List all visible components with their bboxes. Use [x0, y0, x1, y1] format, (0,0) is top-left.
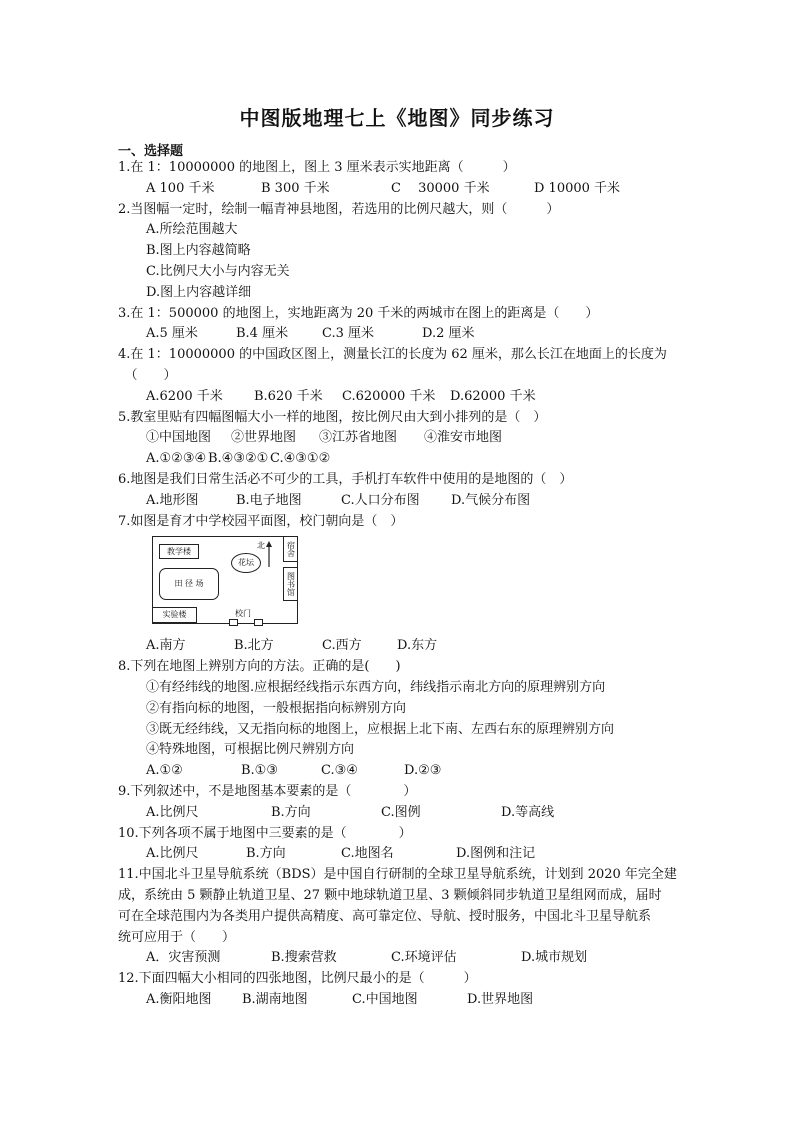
answer-option[interactable]: D.②③ — [404, 763, 442, 779]
question-stem: 6.地图是我们日常生活必不可少的工具，手机打车软件中使用的是地图的（ ） — [118, 471, 573, 487]
question-stem: 7.如图是育才中学校园平面图，校门朝向是（ ） — [118, 513, 404, 529]
answer-option[interactable]: A.①②③④ — [146, 451, 207, 467]
library — [283, 567, 298, 601]
option-row — [118, 179, 708, 200]
sports-field — [159, 568, 219, 600]
garden — [231, 553, 261, 573]
page-title: 中图版地理七上《地图》同步练习 — [239, 106, 555, 130]
answer-option[interactable]: B.方向 — [246, 846, 286, 862]
question-stem: 成，系统由 5 颗静止轨道卫星、27 颗中地球轨道卫星、3 颗倾斜同步轨道卫星组网而成，届时 — [118, 887, 662, 903]
answer-option[interactable]: D.世界地图 — [467, 991, 534, 1007]
answer-option[interactable]: D.城市规划 — [521, 950, 588, 966]
answer-option[interactable]: B.④③②① — [208, 451, 269, 467]
answer-option[interactable]: A.南方 — [146, 638, 186, 654]
answer-option[interactable]: B.①③ — [241, 763, 278, 779]
answer-option[interactable]: B.620 千米 — [254, 388, 323, 404]
answer-option[interactable]: C 30000 千米 — [391, 180, 490, 196]
answer-option[interactable]: C.③④ — [321, 763, 358, 779]
teaching-building — [159, 544, 199, 559]
answer-option[interactable]: C.④③①② — [270, 451, 331, 467]
question-2 — [118, 200, 708, 304]
answer-option[interactable]: B.图上内容越简略 — [146, 243, 251, 259]
answer-option[interactable]: ④特殊地图，可根据比例尺辨别方向 — [146, 742, 355, 758]
answer-option[interactable]: B.湖南地图 — [242, 991, 308, 1007]
answer-option[interactable]: D.气候分布图 — [451, 492, 531, 508]
question-stem: 11.中国北斗卫星导航系统（BDS）是中国自行研制的全球卫星导航系统，计划到 2020 年完全建 — [118, 867, 677, 883]
answer-option[interactable]: A.①② — [146, 763, 183, 779]
answer-option[interactable]: ③江苏省地图 — [319, 430, 398, 446]
question-stem: 9.下列叙述中，不是地图基本要素的是（ ） — [118, 783, 417, 799]
question-stem: 3.在 1：500000 的地图上，实地距离为 20 千米的两城市在图上的距离是（ ） — [118, 305, 599, 321]
answer-option[interactable]: D.62000 千米 — [450, 388, 536, 404]
answer-option[interactable]: B.北方 — [234, 638, 274, 654]
question-4 — [118, 345, 708, 407]
question-stem: 2.当图幅一定时，绘制一幅青神县地图，若选用的比例尺越大，则（ ） — [118, 201, 560, 217]
answer-option[interactable]: D.图上内容越详细 — [146, 284, 252, 300]
answer-option[interactable]: ①中国地图 — [146, 430, 212, 446]
answer-option[interactable]: A．灾害预测 — [146, 950, 221, 966]
answer-option[interactable]: D.等高线 — [501, 804, 555, 820]
answer-option[interactable]: C.3 厘米 — [322, 326, 375, 342]
answer-option[interactable]: A.5 厘米 — [146, 326, 198, 342]
gate-post-left — [229, 619, 238, 626]
option-row — [118, 948, 708, 969]
school-gate-label: 校门 — [235, 609, 251, 619]
question-stem: 5.教室里贴有四幅图幅大小一样的地图，按比例尺由大到小排列的是（ ） — [118, 409, 547, 425]
answer-option[interactable]: A.比例尺 — [146, 846, 199, 862]
answer-option[interactable]: C.人口分布图 — [341, 492, 420, 508]
option-row — [118, 387, 708, 408]
option-row — [118, 761, 708, 782]
answer-option[interactable]: ④淮安市地图 — [424, 430, 503, 446]
answer-option[interactable]: A.地形图 — [146, 492, 199, 508]
answer-option[interactable]: ③既无经纬线，又无指向标的地图上，应根据上北下南、左西右东的原理辨别方向 — [146, 721, 615, 737]
sports-field-label: 田 径 场 — [174, 579, 204, 589]
question-stem: 4.在 1：10000000 的中国政区图上，测量长江的长度为 62 厘米，那么长江在地面上的长度为 — [118, 347, 667, 363]
question-stem: （ ） — [118, 367, 177, 383]
question-stem: 统可应用于（ ） — [118, 929, 236, 945]
question-6 — [118, 470, 708, 512]
option-row — [118, 428, 708, 449]
question-stem: 可在全球范围内为各类用户提供高精度、高可靠定位、导航、授时服务，中国北斗卫星导航系 — [118, 908, 652, 924]
answer-option[interactable]: D.图例和注记 — [456, 846, 536, 862]
option-row — [118, 803, 708, 824]
answer-option[interactable]: D.东方 — [397, 638, 438, 654]
answer-option[interactable]: B.方向 — [271, 804, 311, 820]
question-stem: 12.下面四幅大小相同的四张地图，比例尺最小的是（ ） — [118, 971, 477, 987]
option-row — [118, 636, 708, 657]
answer-option[interactable]: C.西方 — [322, 638, 362, 654]
library-label: 图书馆 — [286, 572, 296, 597]
option-row — [118, 990, 708, 1011]
answer-option[interactable]: C.环境评估 — [391, 950, 457, 966]
option-row — [118, 262, 708, 283]
teaching-building-label: 教学楼 — [167, 546, 191, 556]
option-row — [118, 449, 708, 470]
question-10 — [118, 824, 708, 866]
option-row — [118, 720, 708, 741]
question-stem: 8.下列在地图上辨别方向的方法。正确的是( ) — [118, 659, 401, 675]
question-stem: 1.在 1：10000000 的地图上，图上 3 厘米表示实地距离（ ） — [118, 160, 516, 175]
answer-option[interactable]: B.4 厘米 — [236, 326, 289, 342]
north-label: 北 — [257, 541, 265, 551]
answer-option[interactable]: B.搜索营救 — [271, 950, 337, 966]
option-row — [118, 241, 708, 262]
answer-option[interactable]: A.所绘范围越大 — [146, 222, 238, 238]
lab-building-label: 实验楼 — [162, 610, 187, 620]
answer-option[interactable]: C.地图名 — [341, 846, 394, 862]
question-9 — [118, 782, 708, 824]
gate-post-right — [254, 619, 263, 626]
option-row — [118, 678, 708, 699]
option-row — [118, 283, 708, 304]
answer-option[interactable]: C.中国地图 — [352, 991, 418, 1007]
dormitory-label: 宿舍 — [286, 541, 296, 558]
option-row — [118, 844, 708, 865]
question-11 — [118, 865, 708, 969]
answer-option[interactable]: A 100 千米 — [146, 180, 215, 196]
question-7 — [118, 512, 708, 658]
section-heading: 一、选择题 — [118, 144, 184, 159]
answer-option[interactable]: B.电子地图 — [236, 492, 302, 508]
answer-option[interactable]: D 10000 千米 — [534, 180, 621, 196]
answer-option[interactable]: ②世界地图 — [231, 430, 297, 446]
option-row — [118, 491, 708, 512]
answer-option[interactable]: C.620000 千米 — [342, 388, 436, 404]
answer-option[interactable]: C.图例 — [381, 804, 421, 820]
option-row — [118, 740, 708, 761]
campus-map-figure — [118, 532, 708, 636]
answer-option[interactable]: ②有指向标的地图，一般根据指向标辨别方向 — [146, 700, 407, 716]
question-5 — [118, 408, 708, 470]
answer-option[interactable]: A.衡阳地图 — [146, 991, 212, 1007]
dormitory — [283, 536, 298, 562]
option-row — [118, 324, 708, 345]
question-12 — [118, 969, 708, 1011]
option-row — [118, 699, 708, 720]
question-1 — [118, 158, 708, 200]
answer-option[interactable]: A.比例尺 — [146, 804, 199, 820]
answer-option[interactable]: D.2 厘米 — [422, 326, 475, 342]
question-3 — [118, 304, 708, 346]
question-8 — [118, 657, 708, 782]
answer-option[interactable]: C.比例尺大小与内容无关 — [146, 263, 290, 279]
option-row — [118, 220, 708, 241]
question-list — [118, 158, 708, 1011]
answer-option[interactable]: B 300 千米 — [261, 180, 330, 196]
answer-option[interactable]: ①有经纬线的地图.应根据经线指示东西方向，纬线指示南北方向的原理辨别方向 — [146, 679, 606, 695]
answer-option[interactable]: A.6200 千米 — [146, 388, 223, 404]
question-stem: 10.下列各项不属于地图中三要素的是（ ） — [118, 825, 412, 841]
garden-label: 花坛 — [238, 558, 254, 568]
campus-map — [152, 536, 298, 624]
lab-building — [152, 607, 197, 623]
north-arrow-icon — [265, 541, 273, 567]
